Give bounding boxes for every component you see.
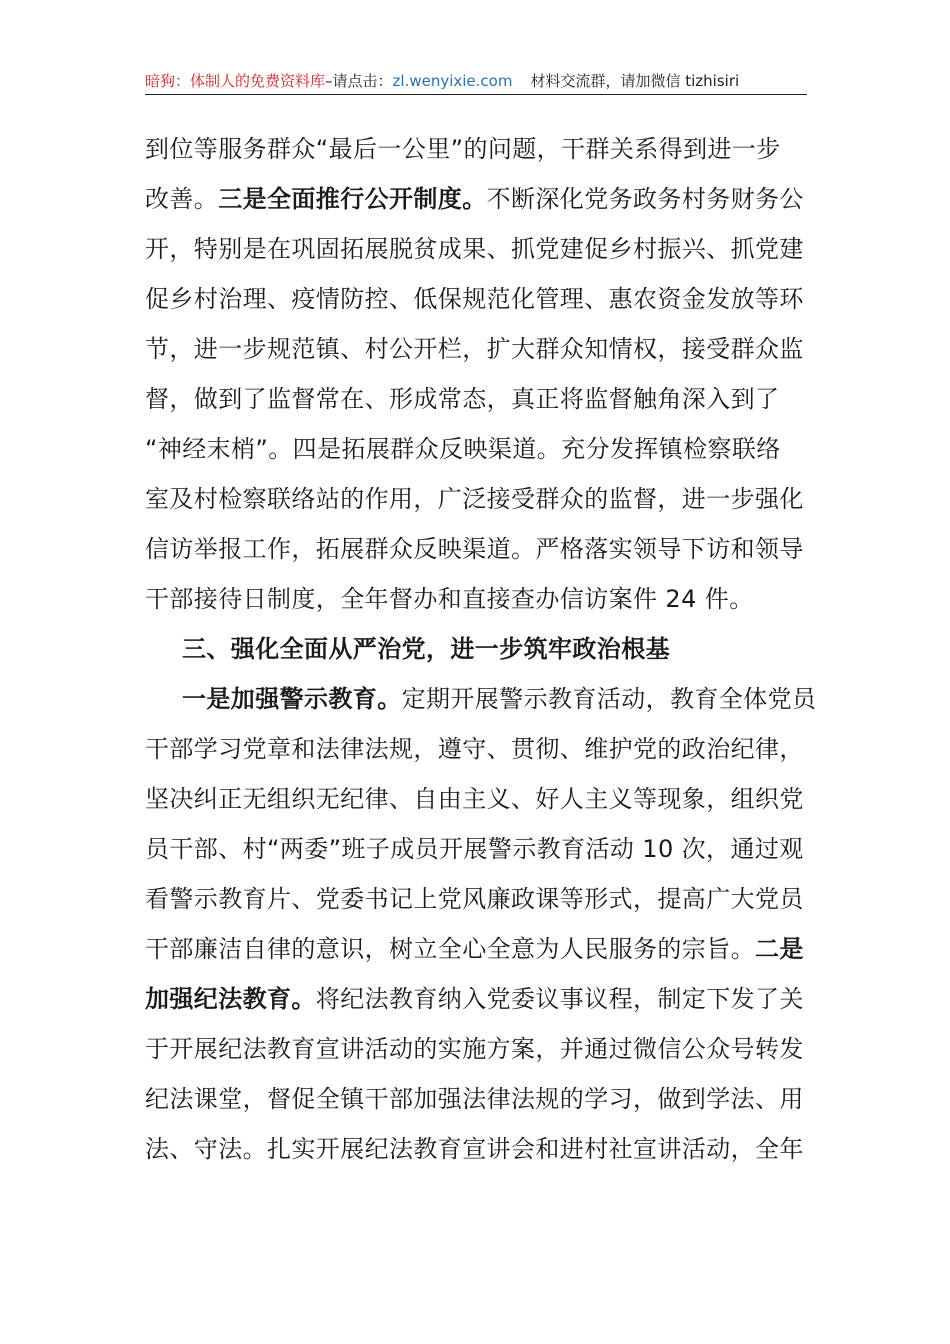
paragraph-line: 干部接待日制度，全年督办和直接查办信访案件 24 件。 bbox=[145, 585, 754, 613]
paragraph-line bbox=[145, 174, 810, 224]
paragraph-line: 室及村检察联络站的作用，广泛接受群众的监督，进一步强化 bbox=[145, 485, 804, 513]
text-run: 不断深化党务政务村务财务公 bbox=[486, 185, 804, 213]
bold-lead-phrase: 一是加强警示教育。 bbox=[182, 685, 402, 713]
bold-lead-phrase: 二是 bbox=[755, 935, 804, 963]
paragraph-line: 看警示教育片、党委书记上党风廉政课等形式，提高广大党员 bbox=[145, 885, 804, 913]
paragraph-line: 到位等服务群众“最后一公里”的问题，干群关系得到进一步 bbox=[145, 135, 781, 163]
bold-lead-phrase: 加强纪法教育。 bbox=[145, 985, 316, 1013]
header-site-name: 暗狗：体制人的免费资料库 bbox=[145, 72, 326, 90]
header-group-note: 材料交流群，请加微信 tizhisiri bbox=[530, 72, 740, 90]
document-body bbox=[145, 124, 817, 1174]
bold-lead-phrase: 三是全面推行公开制度。 bbox=[218, 185, 487, 213]
paragraph-line: 信访举报工作，拓展群众反映渠道。严格落实领导下访和领导 bbox=[145, 535, 804, 563]
paragraph-line: 坚决纠正无组织无纪律、自由主义、好人主义等现象，组织党 bbox=[145, 785, 804, 813]
paragraph-line: 促乡村治理、疫情防控、低保规范化管理、惠农资金发放等环 bbox=[145, 285, 804, 313]
text-run: 改善。 bbox=[145, 185, 219, 213]
paragraph-line: 干部学习党章和法律法规，遵守、贯彻、维护党的政治纪律， bbox=[145, 735, 804, 763]
header-url-link[interactable]: zl.wenyixie.com bbox=[392, 72, 513, 90]
text-run: 干部廉洁自律的意识，树立全心全意为人民服务的宗旨。 bbox=[145, 935, 755, 963]
section-heading: 三、强化全面从严治党，进一步筑牢政治根基 bbox=[182, 635, 670, 663]
page-header bbox=[145, 68, 807, 95]
paragraph-line: 纪法课堂，督促全镇干部加强法律法规的学习，做到学法、用 bbox=[145, 1085, 804, 1113]
paragraph-line bbox=[145, 974, 810, 1024]
header-click-prompt: –请点击： bbox=[325, 72, 393, 90]
text-run: 定期开展警示教育活动，教育全体党员 bbox=[401, 685, 817, 713]
paragraph-line: “神经末梢”。四是拓展群众反映渠道。充分发挥镇检察联络 bbox=[145, 435, 781, 463]
paragraph-line bbox=[145, 674, 817, 724]
paragraph-line: 开，特别是在巩固拓展脱贫成果、抓党建促乡村振兴、抓党建 bbox=[145, 235, 804, 263]
paragraph-line bbox=[145, 924, 810, 974]
paragraph-line: 督，做到了监督常在、形成常态，真正将监督触角深入到了 bbox=[145, 385, 780, 413]
paragraph-line: 节，进一步规范镇、村公开栏，扩大群众知情权，接受群众监 bbox=[145, 335, 804, 363]
paragraph-line: 于开展纪法教育宣讲活动的实施方案，并通过微信公众号转发 bbox=[145, 1035, 804, 1063]
paragraph-1 bbox=[145, 124, 810, 624]
paragraph-line: 法、守法。扎实开展纪法教育宣讲会和进村社宣讲活动，全年 bbox=[145, 1135, 804, 1163]
paragraph-line: 员干部、村“两委”班子成员开展警示教育活动 10 次，通过观 bbox=[145, 835, 804, 863]
paragraph-2 bbox=[145, 674, 817, 1174]
text-run: 将纪法教育纳入党委议事议程，制定下发了关 bbox=[315, 985, 804, 1013]
